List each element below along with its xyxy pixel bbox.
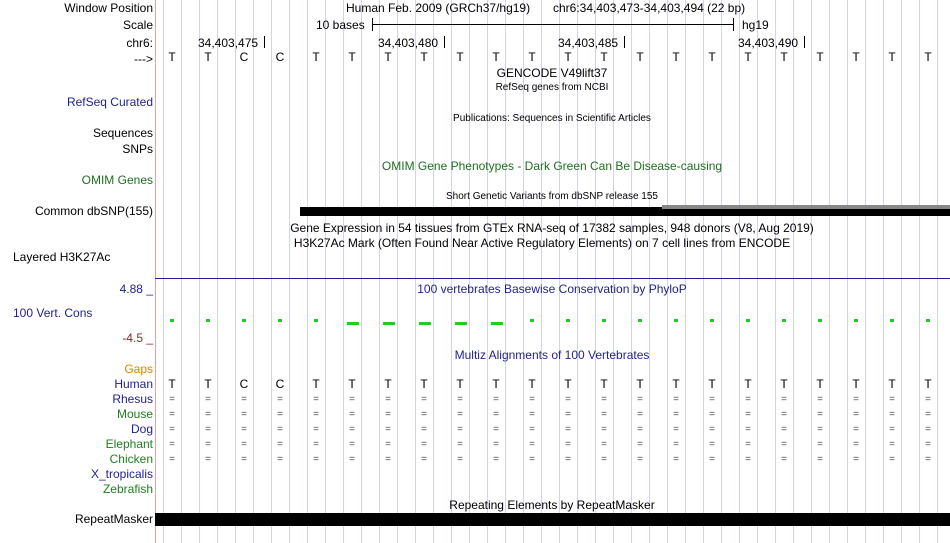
grid-line	[919, 0, 920, 543]
assembly-text: Human Feb. 2009 (GRCh37/hg19)	[346, 1, 531, 15]
aligned-base: =	[529, 424, 535, 435]
grid-line	[433, 0, 434, 543]
aligned-base: =	[709, 439, 715, 450]
snps-label[interactable]: SNPs	[122, 142, 153, 156]
human-base: T	[312, 377, 320, 391]
grid-line	[325, 0, 326, 543]
aligned-base: =	[277, 424, 283, 435]
aligned-base: =	[493, 394, 499, 405]
base-letter: C	[275, 50, 285, 64]
cons-min-label: -4.5 _	[122, 331, 153, 345]
aligned-base: =	[709, 454, 715, 465]
conservation-mark	[926, 319, 930, 322]
aligned-base: =	[529, 394, 535, 405]
dbsnp-variant-bar-gray[interactable]	[662, 205, 950, 209]
coord-label-2: 34,403,480	[378, 36, 439, 50]
aligned-base: =	[529, 409, 535, 420]
aligned-base: =	[313, 439, 319, 450]
vert-cons-label[interactable]: 100 Vert. Cons	[13, 306, 93, 320]
conservation-mark	[710, 319, 714, 322]
base-letter: T	[744, 50, 752, 64]
aligned-base: =	[637, 394, 643, 405]
conservation-mark	[419, 322, 431, 325]
multiz-track-title[interactable]: Multiz Alignments of 100 Vertebrates	[454, 348, 650, 362]
aligned-base: =	[601, 439, 607, 450]
coord-label-4: 34,403,490	[738, 36, 799, 50]
species-label-mouse[interactable]: Mouse	[116, 407, 153, 421]
conservation-mark	[383, 322, 395, 325]
aligned-base: =	[601, 409, 607, 420]
aligned-base: =	[205, 424, 211, 435]
aligned-base: =	[817, 394, 823, 405]
base-letter: T	[564, 50, 572, 64]
aligned-base: =	[277, 394, 283, 405]
grid-line	[649, 0, 650, 543]
base-letter: T	[708, 50, 716, 64]
aligned-base: =	[817, 424, 823, 435]
aligned-base: =	[925, 409, 931, 420]
aligned-base: =	[889, 439, 895, 450]
aligned-base: =	[205, 439, 211, 450]
aligned-base: =	[925, 394, 931, 405]
species-label-chicken[interactable]: Chicken	[109, 452, 153, 466]
aligned-base: =	[421, 424, 427, 435]
human-base: T	[888, 377, 896, 391]
species-label-dog[interactable]: Dog	[130, 422, 153, 436]
human-base: T	[492, 377, 500, 391]
human-base: C	[239, 377, 249, 391]
human-base: T	[420, 377, 428, 391]
aligned-base: =	[313, 424, 319, 435]
grid-line	[757, 0, 758, 543]
aligned-base: =	[421, 454, 427, 465]
chrom-label: chr6:	[126, 36, 153, 50]
aligned-base: =	[781, 454, 787, 465]
grid-line	[289, 0, 290, 543]
grid-line	[487, 0, 488, 543]
base-letter: T	[168, 50, 176, 64]
aligned-base: =	[925, 454, 931, 465]
aligned-base: =	[637, 424, 643, 435]
aligned-base: =	[349, 409, 355, 420]
grid-line	[361, 0, 362, 543]
track-image-area[interactable]	[155, 0, 950, 543]
human-base: T	[600, 377, 608, 391]
human-base: T	[852, 377, 860, 391]
conservation-mark	[455, 322, 467, 325]
aligned-base: =	[889, 409, 895, 420]
aligned-base: =	[817, 454, 823, 465]
grid-line	[199, 0, 200, 543]
aligned-base: =	[313, 454, 319, 465]
aligned-base: =	[781, 424, 787, 435]
aligned-base: =	[493, 424, 499, 435]
grid-line	[631, 0, 632, 543]
aligned-base: =	[349, 424, 355, 435]
human-base: T	[744, 377, 752, 391]
conservation-mark	[491, 322, 503, 325]
aligned-base: =	[601, 394, 607, 405]
conservation-mark	[314, 319, 318, 322]
base-letter: T	[780, 50, 788, 64]
aligned-base: =	[385, 454, 391, 465]
aligned-base: =	[565, 394, 571, 405]
conservation-mark	[854, 319, 858, 322]
repeatmasker-track-title[interactable]: Repeating Elements by RepeatMasker	[449, 498, 655, 512]
layered-h3k27ac-label[interactable]: Layered H3K27Ac	[13, 250, 111, 264]
refseq-curated-label[interactable]: RefSeq Curated	[66, 95, 153, 109]
aligned-base: =	[673, 424, 679, 435]
aligned-base: =	[709, 424, 715, 435]
base-letter: T	[852, 50, 860, 64]
aligned-base: =	[781, 439, 787, 450]
base-letter: T	[888, 50, 896, 64]
aligned-base: =	[673, 409, 679, 420]
grid-line	[379, 0, 380, 543]
aligned-base: =	[421, 394, 427, 405]
base-letter: C	[239, 50, 249, 64]
grid-line	[253, 0, 254, 543]
aligned-base: =	[745, 394, 751, 405]
human-base: T	[924, 377, 932, 391]
aligned-base: =	[313, 409, 319, 420]
gaps-label[interactable]: Gaps	[124, 362, 153, 376]
track-labels	[0, 0, 155, 543]
aligned-base: =	[169, 409, 175, 420]
grid-line	[721, 0, 722, 543]
grid-line	[271, 0, 272, 543]
omim-genes-label[interactable]: OMIM Genes	[81, 173, 153, 187]
aligned-base: =	[565, 439, 571, 450]
aligned-base: =	[349, 454, 355, 465]
aligned-base: =	[421, 439, 427, 450]
aligned-base: =	[853, 394, 859, 405]
repeatmasker-element-bar[interactable]	[155, 513, 950, 526]
aligned-base: =	[385, 424, 391, 435]
base-letter: T	[600, 50, 608, 64]
species-label-zebrafish[interactable]: Zebrafish	[102, 482, 153, 496]
conservation-mark	[638, 319, 642, 322]
scale-bar-left-tick	[372, 18, 373, 31]
aligned-base: =	[349, 439, 355, 450]
aligned-base: =	[457, 454, 463, 465]
conservation-mark	[782, 319, 786, 322]
grid-line	[811, 0, 812, 543]
human-base: T	[672, 377, 680, 391]
aligned-base: =	[781, 409, 787, 420]
human-base: T	[636, 377, 644, 391]
conservation-mark	[890, 319, 894, 322]
aligned-base: =	[637, 454, 643, 465]
grid-line	[703, 0, 704, 543]
base-letter: T	[492, 50, 500, 64]
aligned-base: =	[853, 439, 859, 450]
grid-line	[883, 0, 884, 543]
scale-bar-right-tick	[733, 18, 734, 31]
strand-label[interactable]: --->	[134, 52, 153, 66]
aligned-base: =	[241, 439, 247, 450]
base-letter: T	[816, 50, 824, 64]
aligned-base: =	[493, 439, 499, 450]
aligned-base: =	[241, 394, 247, 405]
sequences-label[interactable]: Sequences	[92, 126, 153, 140]
gtex-track-title[interactable]: Gene Expression in 54 tissues from GTEx RNA-seq of 17382 samples, 948 donors (V8, Aug 2019)	[290, 221, 814, 235]
scale-label: Scale	[122, 18, 153, 32]
cons-max-label: 4.88 _	[119, 282, 153, 296]
conservation-mark	[818, 319, 822, 322]
human-base: T	[780, 377, 788, 391]
species-label-elephant[interactable]: Elephant	[105, 437, 153, 451]
base-letter: T	[384, 50, 392, 64]
aligned-base: =	[349, 394, 355, 405]
aligned-base: =	[889, 424, 895, 435]
aligned-base: =	[277, 454, 283, 465]
aligned-base: =	[457, 409, 463, 420]
aligned-base: =	[781, 394, 787, 405]
aligned-base: =	[745, 439, 751, 450]
conservation-mark	[278, 319, 282, 322]
gencode-track-title[interactable]: GENCODE V49lift37	[496, 66, 608, 80]
aligned-base: =	[169, 424, 175, 435]
phylop-track-title[interactable]: 100 vertebrates Basewise Conservation by PhyloP	[417, 282, 687, 296]
human-base: T	[564, 377, 572, 391]
conservation-mark	[530, 319, 534, 322]
human-base: T	[348, 377, 356, 391]
aligned-base: =	[205, 394, 211, 405]
aligned-base: =	[673, 394, 679, 405]
grid-line	[937, 0, 938, 543]
aligned-base: =	[169, 394, 175, 405]
coord-label-1: 34,403,475	[198, 36, 259, 50]
scale-bases-text: 10 bases	[316, 18, 365, 32]
aligned-base: =	[853, 409, 859, 420]
human-base: T	[816, 377, 824, 391]
grid-line	[739, 0, 740, 543]
conservation-mark	[206, 319, 210, 322]
grid-line	[793, 0, 794, 543]
aligned-base: =	[709, 394, 715, 405]
common-dbsnp-label[interactable]: Common dbSNP(155)	[34, 204, 153, 218]
refseq-track-title[interactable]: RefSeq genes from NCBI	[495, 82, 609, 93]
aligned-base: =	[745, 454, 751, 465]
aligned-base: =	[385, 409, 391, 420]
base-letter: T	[456, 50, 464, 64]
conservation-mark	[242, 319, 246, 322]
aligned-base: =	[601, 424, 607, 435]
human-base: T	[384, 377, 392, 391]
aligned-base: =	[889, 394, 895, 405]
scale-bar	[372, 24, 734, 25]
grid-line	[829, 0, 830, 543]
species-label-rhesus[interactable]: Rhesus	[112, 392, 153, 406]
human-base: T	[456, 377, 464, 391]
aligned-base: =	[817, 409, 823, 420]
aligned-base: =	[457, 424, 463, 435]
aligned-base: =	[745, 424, 751, 435]
repeatmasker-label[interactable]: RepeatMasker	[74, 512, 153, 526]
aligned-base: =	[169, 439, 175, 450]
grid-line	[685, 0, 686, 543]
grid-line	[343, 0, 344, 543]
coord-tick-3	[624, 36, 625, 48]
aligned-base: =	[385, 394, 391, 405]
aligned-base: =	[889, 454, 895, 465]
human-base: T	[528, 377, 536, 391]
aligned-base: =	[241, 409, 247, 420]
aligned-base: =	[457, 439, 463, 450]
h3k27ac-track-title[interactable]: H3K27Ac Mark (Often Found Near Active Regulatory Elements) on 7 cell lines from ENCODE	[293, 236, 791, 250]
aligned-base: =	[205, 454, 211, 465]
human-base: T	[168, 377, 176, 391]
aligned-base: =	[241, 454, 247, 465]
aligned-base: =	[169, 454, 175, 465]
coord-tick-1	[264, 36, 265, 48]
aligned-base: =	[493, 409, 499, 420]
base-letter: T	[636, 50, 644, 64]
conservation-mark	[170, 319, 174, 322]
aligned-base: =	[853, 424, 859, 435]
aligned-base: =	[745, 409, 751, 420]
aligned-base: =	[565, 424, 571, 435]
aligned-base: =	[457, 394, 463, 405]
conservation-mark	[347, 322, 359, 325]
grid-line	[307, 0, 308, 543]
aligned-base: =	[637, 439, 643, 450]
h3k27ac-baseline	[155, 278, 950, 279]
aligned-base: =	[421, 409, 427, 420]
conservation-mark	[674, 319, 678, 322]
aligned-base: =	[565, 409, 571, 420]
grid-line	[397, 0, 398, 543]
aligned-base: =	[817, 439, 823, 450]
aligned-base: =	[637, 409, 643, 420]
base-letter: T	[312, 50, 320, 64]
conservation-mark	[602, 319, 606, 322]
aligned-base: =	[925, 439, 931, 450]
grid-line	[181, 0, 182, 543]
base-letter: T	[348, 50, 356, 64]
coord-tick-2	[444, 36, 445, 48]
aligned-base: =	[673, 454, 679, 465]
aligned-base: =	[241, 424, 247, 435]
window-position-label: Window Position	[64, 1, 153, 15]
grid-line	[451, 0, 452, 543]
dbsnp-track-title[interactable]: Short Genetic Variants from dbSNP release 155	[446, 191, 658, 202]
base-letter: T	[420, 50, 428, 64]
base-letter: T	[204, 50, 212, 64]
aligned-base: =	[277, 439, 283, 450]
grid-line	[163, 0, 164, 543]
human-base: C	[275, 377, 285, 391]
aligned-base: =	[205, 409, 211, 420]
grid-line	[235, 0, 236, 543]
aligned-base: =	[925, 424, 931, 435]
aligned-base: =	[601, 454, 607, 465]
publications-track-title[interactable]: Publications: Sequences in Scientific Articles	[453, 113, 651, 124]
grid-line	[667, 0, 668, 543]
aligned-base: =	[529, 439, 535, 450]
omim-track-title[interactable]: OMIM Gene Phenotypes - Dark Green Can Be Disease-causing	[381, 159, 723, 173]
grid-line	[415, 0, 416, 543]
base-letter: T	[528, 50, 536, 64]
grid-line	[469, 0, 470, 543]
aligned-base: =	[385, 439, 391, 450]
base-letter: T	[924, 50, 932, 64]
position-text: chr6:34,403,473-34,403,494 (22 bp)	[553, 1, 746, 15]
human-base: T	[708, 377, 716, 391]
grid-line	[901, 0, 902, 543]
aligned-base: =	[313, 394, 319, 405]
aligned-base: =	[853, 454, 859, 465]
coord-tick-4	[804, 36, 805, 48]
human-base: T	[204, 377, 212, 391]
aligned-base: =	[529, 454, 535, 465]
grid-line	[613, 0, 614, 543]
species-label-human[interactable]: Human	[114, 377, 153, 391]
grid-line	[775, 0, 776, 543]
grid-line	[865, 0, 866, 543]
aligned-base: =	[493, 454, 499, 465]
aligned-base: =	[673, 439, 679, 450]
base-letter: T	[672, 50, 680, 64]
scale-assembly-text: hg19	[742, 18, 769, 32]
aligned-base: =	[565, 454, 571, 465]
conservation-mark	[566, 319, 570, 322]
aligned-base: =	[277, 409, 283, 420]
aligned-base: =	[709, 409, 715, 420]
conservation-mark	[746, 319, 750, 322]
grid-line	[847, 0, 848, 543]
coord-label-3: 34,403,485	[558, 36, 619, 50]
grid-line	[217, 0, 218, 543]
species-label-x_tropicalis[interactable]: X_tropicalis	[90, 467, 153, 481]
